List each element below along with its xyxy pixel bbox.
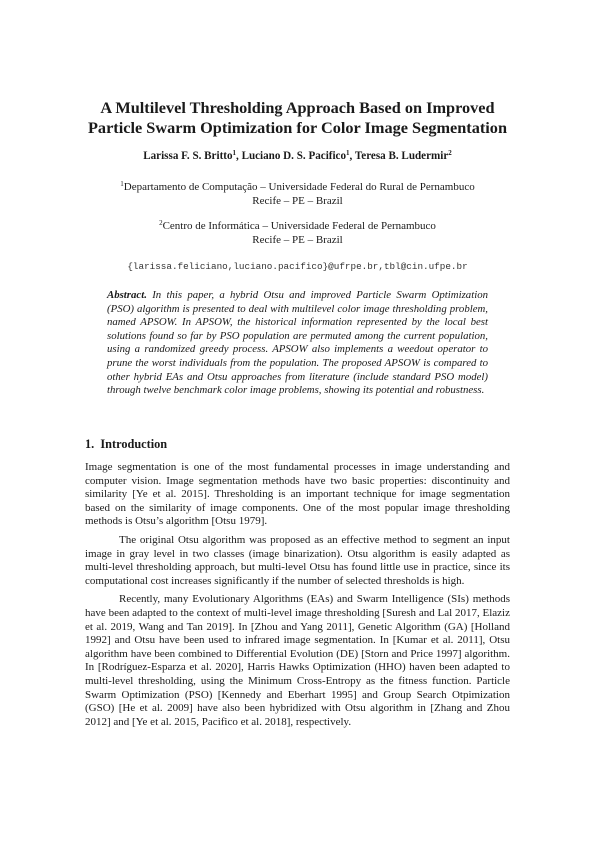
author-emails: {larissa.feliciano,luciano.pacifico}@ufrpe.br,tbl@cin.ufpe.br [127,261,468,272]
affiliation-mark: 1 [346,149,350,157]
affiliation-line: Centro de Informática – Universidade Federal de Pernambuco [162,220,436,232]
section-heading [85,437,167,452]
author: Luciano D. S. Pacifico$^1$, [241,149,355,162]
paragraph: Recently, many Evolutionary Algorithms (EAs) and Swarm Intelligence (SIs) methods have been adapted to the context of multi-level image thresholding [Suresh and Lal 2017, Elaziz et al. 2019, Wang and Tan 2019]. In [Zhou and Yang 2011], Genetic Algorithm (GA) [Holland 1992] and Otsu have been used to infrared image segmentation. In [Kumar et al. 2011], Otsu algorithm have been combined to Differential Evolution (DE) [Storn and Price 1997] algorithm. In [Rodríguez-Esparza et al. 2020], Harris Hawks Optimization (HHO) haven been adapted to multi-level thresholding, using the Minimum Cross-Entropy as the fitness function. Particle Swarm Optimization (PSO) [Kennedy and Eberhart 1995] and Group Search Otpimization (GSO) [He et al. 2009] have also been hybridized with Otsu algorithm in [Zhang and Zhou 2012] and [Ye et al. 2015, Pacifico et al. 2018], respectively. [85,593,510,728]
affiliation-mark: 2 [159,219,163,227]
title-line: A Multilevel Thresholding Approach Based on Improved [100,98,495,117]
affiliation [60,181,535,208]
affiliation-mark: 1 [232,149,237,157]
paragraph: The original Otsu algorithm was proposed as an effective method to segment an input image in gray level in two classes (image binarization). Otsu algorithm is easily adapted as multi-level thresholding approach, but multi-level Otsu has found little use in practice, since its computational cost increases significantly if the number of selected thresholds is high. [85,533,510,587]
title-line: Particle Swarm Optimization for Color Image Segmentation [87,118,508,137]
affiliation [60,220,535,247]
abstract [107,289,488,398]
section-body [85,461,510,734]
affiliation-line: Recife – PE – Brazil [252,233,343,246]
paper-title [60,98,535,138]
affiliation-mark: 1 [120,180,124,188]
section-title: Introduction [100,437,168,451]
affiliation-mark: 2 [448,149,452,157]
affiliation-line: Departamento de Computação – Universidade Federal do Rural de Pernambuco [123,181,475,193]
author-list [40,149,555,163]
section-number: 1. [85,437,95,451]
author: Teresa B. Ludermir$^2$ [354,149,452,162]
abstract-label: Abstract. [107,289,147,301]
author: Larissa F. S. Britto$^1$, [143,149,242,162]
abstract-text: In this paper, a hybrid Otsu and improved Particle Swarm Optimization (PSO) algorithm is presented to deal with multilevel color image thresholding problem, named APSOW. In APSOW, the historical information represented by the local best solutions found so far by PSO population are permuted among the current population, using a randomized greedy process. APSOW also implements a weedout operator to prune the worst individuals from the population. The proposed APSOW is compared to other hybrid EAs and Otsu approaches from literature (include standard PSO model) through twelve benchmark color image problems, showing its potential and robustness. [107,289,488,397]
affiliation-line: Recife – PE – Brazil [252,194,343,207]
paragraph: Image segmentation is one of the most fundamental processes in image understanding and computer vision. Image segmentation methods have two basic properties: discontinuity and similarity [Ye et al. 2015]. Thresholding is an important technique for image segmentation based on the similarity of image components. One of the most popular image thresholding methods is Otsu’s algorithm [Otsu 1979]. [85,461,510,528]
